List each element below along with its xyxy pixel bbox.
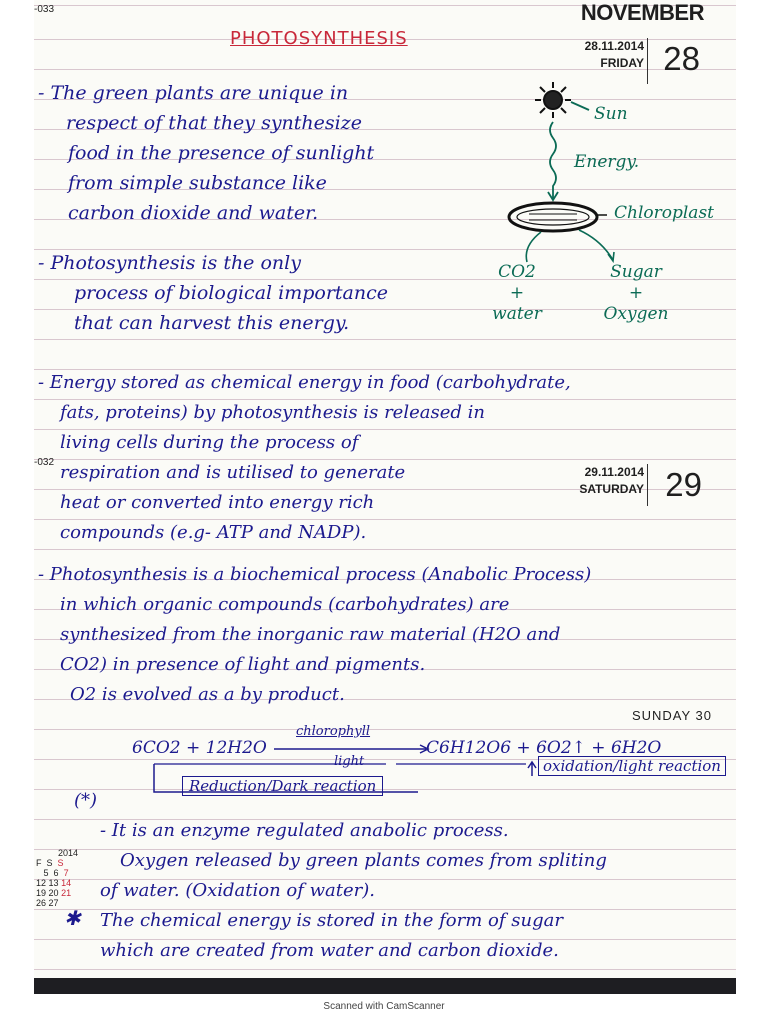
note-paragraph-2 xyxy=(38,248,388,338)
scan-edge xyxy=(34,978,736,994)
note-line: that can harvest this energy. xyxy=(74,312,350,334)
note-line: carbon dioxide and water. xyxy=(68,202,319,224)
page-code-mid: -032 xyxy=(34,457,55,468)
day-number-28: 28 xyxy=(663,40,700,77)
note-line: heat or converted into energy rich xyxy=(60,492,375,513)
note-paragraph-3 xyxy=(38,368,571,548)
output-label: Sugar + Oxygen xyxy=(603,262,669,324)
oxidation-label: oxidation/light reaction xyxy=(538,756,726,776)
date-text: 29.11.2014 xyxy=(584,465,644,479)
note-line: - Energy stored as chemical energy in food (carbohydrate, xyxy=(38,372,571,393)
scanner-watermark: Scanned with CamScanner xyxy=(323,1001,445,1012)
note-line: from simple substance like xyxy=(68,172,327,194)
calendar-head-s2: S xyxy=(57,858,64,868)
calendar-head-f: F xyxy=(36,858,42,868)
page-title: PHOTOSYNTHESIS xyxy=(230,28,408,49)
note-paragraph-4 xyxy=(38,560,591,710)
weekday-text: FRIDAY xyxy=(600,56,644,70)
date-divider xyxy=(647,464,648,506)
weekday-text: SATURDAY xyxy=(579,482,644,496)
note-line: CO2) in presence of light and pigments. xyxy=(60,654,426,675)
note-line: synthesized from the inorganic raw material (H2O and xyxy=(60,624,561,645)
chloroplast-icon xyxy=(509,203,607,231)
note-line: respect of that they synthesize xyxy=(66,112,362,134)
reaction-arrow xyxy=(274,744,434,754)
sun-label: Sun xyxy=(594,104,628,124)
note-line: - Photosynthesis is the only xyxy=(38,252,301,274)
note-line: respiration and is utilised to generate xyxy=(60,462,406,483)
note-line: in which organic compounds (carbohydrates) are xyxy=(60,594,510,615)
input-label: CO2 + water xyxy=(492,262,542,324)
note-line: living cells during the process of xyxy=(60,432,359,453)
calendar-head-s1: S xyxy=(46,858,53,868)
note-line: O2 is evolved as a by product. xyxy=(70,684,345,705)
mini-calendar xyxy=(36,848,78,908)
energy-label: Energy. xyxy=(574,152,640,172)
note-line: food in the presence of sunlight xyxy=(68,142,375,164)
sunday-label: SUNDAY 30 xyxy=(631,708,712,723)
date-box-friday xyxy=(585,38,644,72)
calendar-header xyxy=(36,858,78,868)
note-paragraph-5 xyxy=(100,816,607,966)
star-mark: (*) xyxy=(74,790,98,811)
date-divider xyxy=(647,38,648,84)
equation-left: 6CO2 + 12H2O xyxy=(132,738,267,758)
asterisk-icon: ✱ xyxy=(64,906,81,930)
page-code-top: -033 xyxy=(34,4,55,15)
note-line: which are created from water and carbon dioxide. xyxy=(100,940,559,961)
notebook-page xyxy=(34,0,736,994)
note-line: The chemical energy is stored in the form of sugar xyxy=(100,910,563,931)
calendar-row: 19 20 21 xyxy=(36,888,72,898)
day-number-29: 29 xyxy=(665,466,702,503)
note-paragraph-1 xyxy=(38,78,374,228)
note-line: fats, proteins) by photosynthesis is released in xyxy=(60,402,485,423)
equation-right: C6H12O6 + 6O2↑ + 6H2O xyxy=(426,738,662,758)
note-line: - The green plants are unique in xyxy=(38,82,349,104)
calendar-row: 5 6 7 xyxy=(43,868,69,878)
calendar-row: 12 13 14 xyxy=(36,878,72,888)
sun-icon xyxy=(535,82,589,118)
note-line: process of biological importance xyxy=(74,282,389,304)
note-line: Oxygen released by green plants comes from spliting xyxy=(120,850,607,871)
note-line: compounds (e.g- ATP and NADP). xyxy=(60,522,367,543)
date-box-saturday xyxy=(579,464,644,498)
reduction-label: Reduction/Dark reaction xyxy=(182,776,383,796)
output-arrow xyxy=(579,230,613,260)
note-line: of water. (Oxidation of water). xyxy=(100,880,375,901)
energy-wave-arrow xyxy=(550,122,556,200)
note-line: - Photosynthesis is a biochemical process (Anabolic Process) xyxy=(38,564,592,585)
note-line: - It is an enzyme regulated anabolic process. xyxy=(100,820,509,841)
calendar-year: 2014 xyxy=(58,848,79,858)
input-arrow xyxy=(526,232,541,262)
date-text: 28.11.2014 xyxy=(584,39,644,53)
chloroplast-label: Chloroplast xyxy=(614,203,714,223)
equation-condition: light xyxy=(334,754,365,769)
calendar-row: 26 27 xyxy=(36,898,59,908)
month-header: NOVEMBER xyxy=(580,0,704,25)
equation-catalyst: chlorophyll xyxy=(296,724,371,739)
